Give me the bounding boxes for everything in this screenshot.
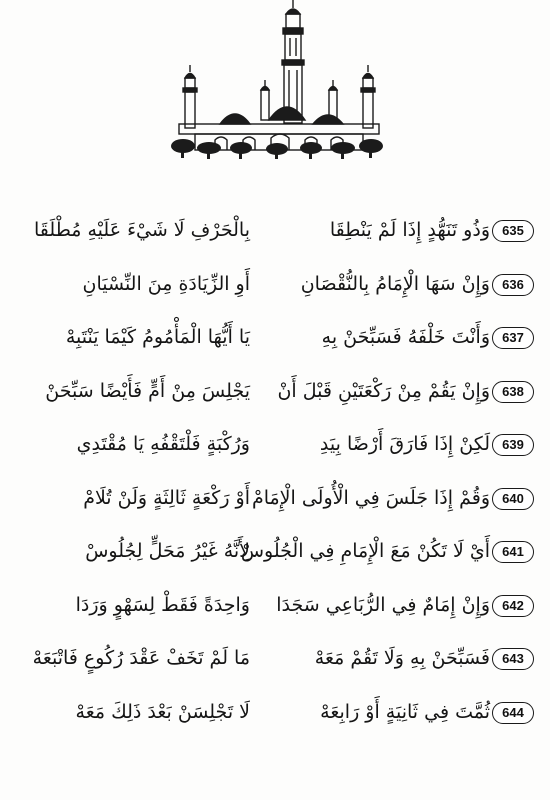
verse-number-badge: 636 — [492, 274, 534, 296]
second-hemistich: أَوِ الزِّيَادَةِ مِنَ النِّسْيَانِ — [82, 272, 250, 295]
first-hemistich: وَإِنْ إِمَامٌ فِي الرُّبَاعِي سَجَدَا — [276, 593, 490, 616]
verse-number-badge: 644 — [492, 702, 534, 724]
verse-row — [0, 212, 550, 266]
verse-number-badge: 643 — [492, 648, 534, 670]
first-hemistich: وَأَنْتَ خَلْفَهُ فَسَبِّحَنْ بِهِ — [321, 326, 490, 348]
second-hemistich: مَا لَمْ تَخَفْ عَقْدَ رُكُوعٍ فَاتْبَعَهْ — [32, 647, 250, 669]
verse-row — [0, 319, 550, 373]
first-hemistich: وَإِنْ يَقُمْ مِنْ رَكْعَتَيْنِ قَبْلَ أَنْ — [277, 379, 490, 402]
first-hemistich: وَإِنْ سَهَا الْإِمَامُ بِالنُّقْصَانِ — [300, 272, 490, 295]
verse-row — [0, 640, 550, 694]
first-hemistich: أَيْ لَا تَكُنْ مَعَ الْإِمَامِ فِي الْجُلُوسْ — [240, 540, 490, 562]
second-hemistich: أَوْ رَكْعَةٍ ثَالِثَةٍ وَلَنْ تُلَامْ — [83, 486, 250, 509]
verse-number-badge: 637 — [492, 327, 534, 349]
verse-row — [0, 587, 550, 641]
verse-number-badge: 635 — [492, 220, 534, 242]
verse-list — [0, 212, 550, 747]
second-hemistich: بِالْحَرْفِ لَا شَيْءَ عَلَيْهِ مُطْلَقَا — [34, 219, 250, 241]
second-hemistich: وَاحِدَةً فَقَطْ لِسَهْوٍ وَرَدَا — [75, 593, 250, 616]
verse-row — [0, 533, 550, 587]
verse-number-badge: 638 — [492, 381, 534, 403]
second-hemistich: يَا أَيُّهَا الْمَأْمُومُ كَيْمَا يَنْتَبِهْ — [65, 326, 250, 348]
second-hemistich: لَا تَجْلِسَنْ بَعْدَ ذَلِكَ مَعَهْ — [75, 700, 250, 723]
second-hemistich: وَرُكْبَةٍ فَلْتَقْفُهِ يَا مُقْتَدِي — [76, 433, 250, 455]
first-hemistich: فَسَبِّحَنْ بِهِ وَلَا تَقُمْ مَعَهْ — [314, 647, 490, 669]
verse-number-badge: 641 — [492, 541, 534, 563]
verse-row — [0, 694, 550, 748]
mosque-illustration — [165, 0, 390, 160]
verse-number-badge: 640 — [492, 488, 534, 510]
verse-number-badge: 639 — [492, 434, 534, 456]
first-hemistich: ثُمَّتَ فِي ثَانِيَةٍ أَوْ رَابِعَهْ — [320, 700, 490, 723]
first-hemistich: وَقُمْ إِذَا جَلَسَ فِي الْأُولَى الْإِمَامْ — [251, 486, 490, 509]
second-hemistich: لِأَنَّهُ غَيْرُ مَحَلٍّ لِجُلُوسْ — [85, 540, 250, 562]
second-hemistich: يَجْلِسَ مِنْ أَمٍّ فَأَيْضًا سَبِّحَنْ — [45, 379, 250, 402]
verse-row — [0, 426, 550, 480]
verse-row — [0, 266, 550, 320]
first-hemistich: لَكِنْ إِذَا فَارَقَ أَرْضًا بِيَدِ — [319, 433, 490, 455]
verse-number-badge: 642 — [492, 595, 534, 617]
first-hemistich: وَذُو تَنَهُّدٍ إِذَا لَمْ يَنْطِقَا — [329, 219, 490, 241]
verse-row — [0, 480, 550, 534]
verse-row — [0, 373, 550, 427]
